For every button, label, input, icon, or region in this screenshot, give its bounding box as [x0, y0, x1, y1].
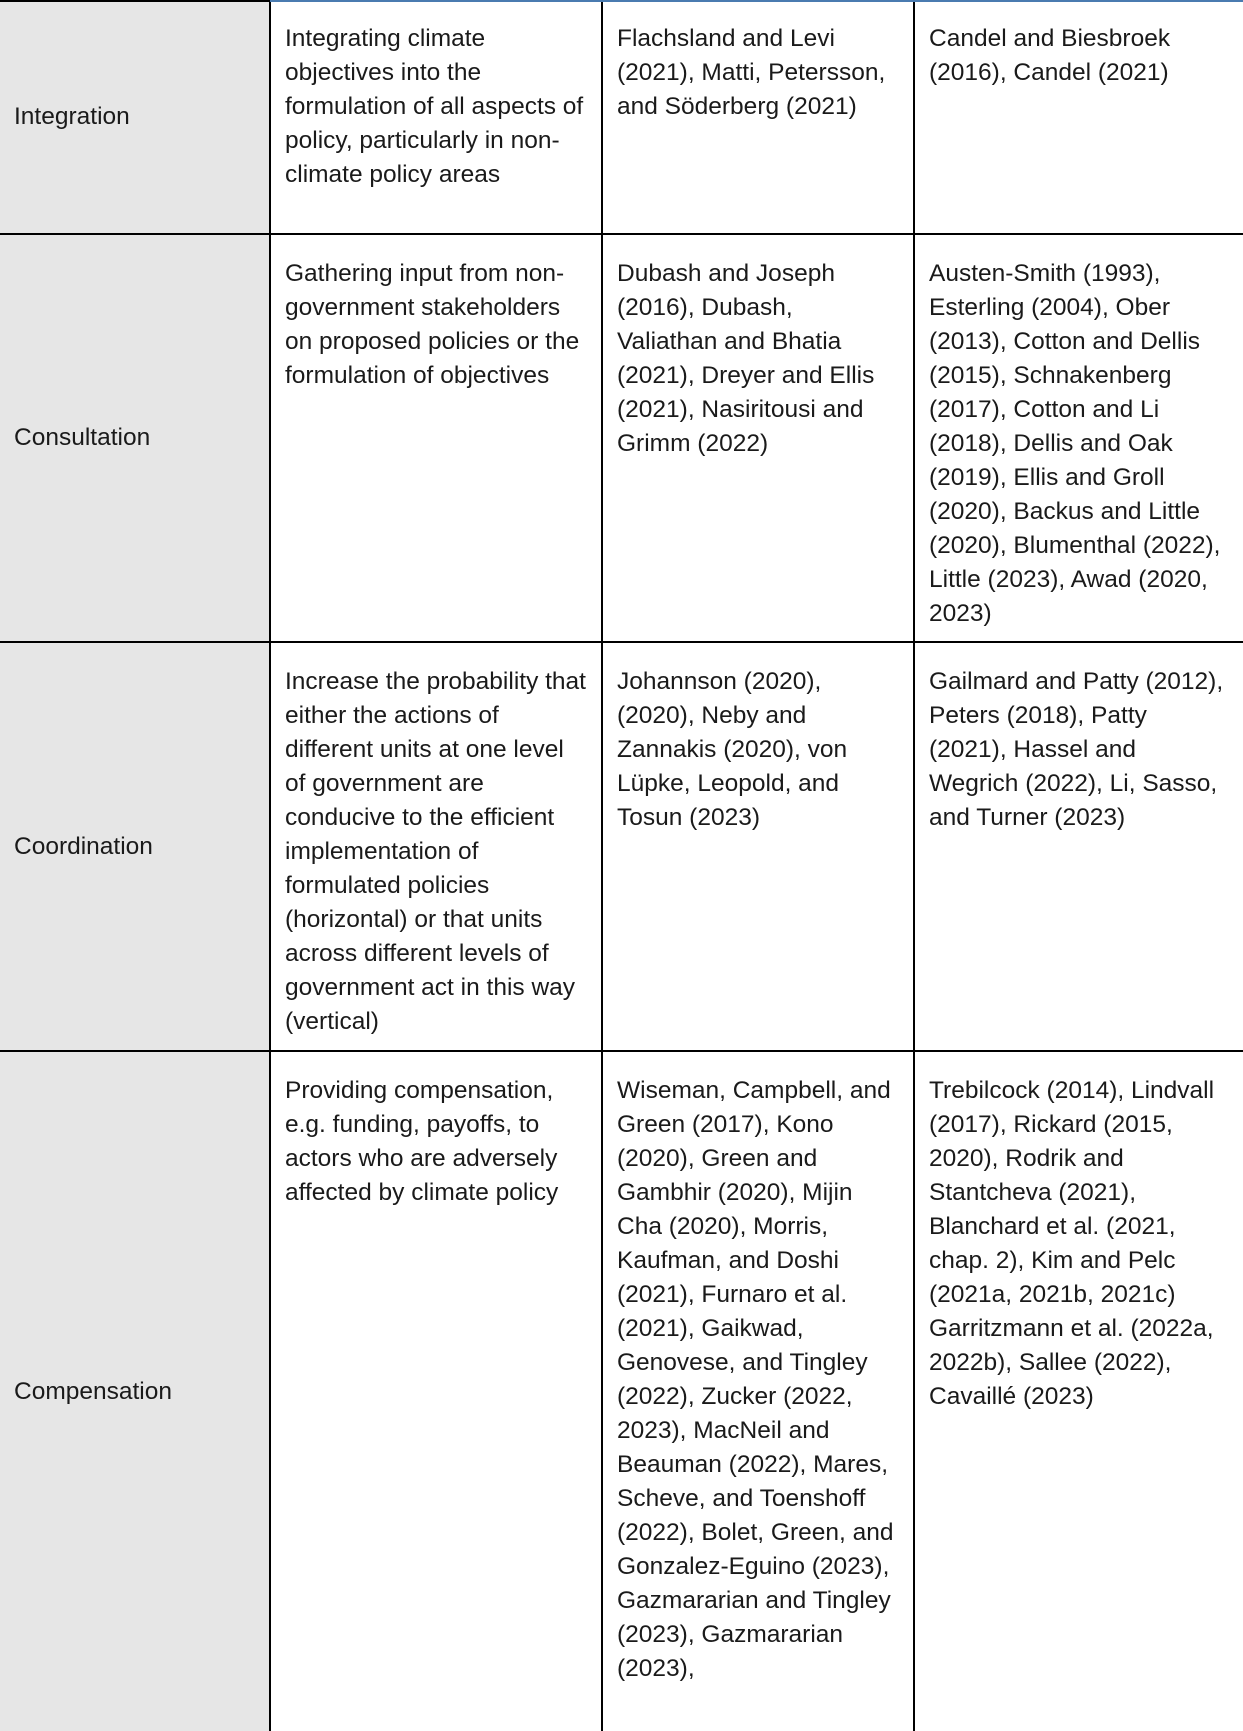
other-literature-text: Gailmard and Patty (2012), Peters (2018), Patty (2021), Hassel and Wegrich (2022), Li, Sasso, and Turner (2023) — [929, 668, 1224, 831]
mechanism-label: Compensation — [14, 1377, 172, 1405]
mechanism-label: Coordination — [14, 832, 153, 860]
definition-cell — [270, 642, 602, 1051]
other-literature-text: Candel and Biesbroek (2016), Candel (2021) — [929, 25, 1171, 86]
climate-literature-cell — [602, 0, 914, 234]
definition-cell — [270, 234, 602, 642]
climate-literature-text: Flachsland and Levi (2021), Matti, Petersson, and Söderberg (2021) — [617, 25, 886, 120]
table-top-border — [0, 0, 270, 2]
definition-text: Integrating climate objectives into the formulation of all aspects of policy, particularly in non-climate policy areas — [285, 25, 584, 188]
table-row — [0, 0, 1243, 234]
climate-literature-cell — [602, 1051, 914, 1731]
mechanism-cell — [0, 1051, 270, 1731]
mechanism-label: Consultation — [14, 424, 151, 451]
climate-literature-text: Johannson (2020), (2020), Neby and Zannakis (2020), von Lüpke, Leopold, and Tosun (2023) — [617, 668, 848, 831]
definition-text: Providing compensation, e.g. funding, payoffs, to actors who are adversely affected by climate policy — [285, 1077, 559, 1206]
other-literature-cell — [914, 234, 1243, 642]
table-row — [0, 1051, 1243, 1731]
other-literature-cell — [914, 0, 1243, 234]
definition-text: Increase the probability that either the actions of different units at one level of government are conducive to the efficient implementation of formulated policies (horizontal) or that units across different levels of government act in this way (vertical) — [285, 668, 586, 1035]
other-literature-text: Austen-Smith (1993), Esterling (2004), Ober (2013), Cotton and Dellis (2015), Schnakenberg (2017), Cotton and Li (2018), Dellis and Oak (2019), Ellis and Groll (2020), Backus and Little (2020), Blumenthal (2022), Little (2023), Awad (2020, 2023) — [929, 260, 1221, 627]
table-top-accent-border — [270, 0, 1243, 2]
mechanism-label: Integration — [14, 102, 130, 130]
mechanism-cell — [0, 0, 270, 234]
table-row — [0, 234, 1243, 642]
definition-text: Gathering input from non-government stakeholders on proposed policies or the formulation of objectives — [285, 260, 580, 389]
climate-literature-text: Dubash and Joseph (2016), Dubash, Valiathan and Bhatia (2021), Dreyer and Ellis (2021), Nasiritousi and Grimm (2022) — [617, 260, 875, 457]
other-literature-cell — [914, 642, 1243, 1051]
climate-literature-cell — [602, 234, 914, 642]
other-literature-cell — [914, 1051, 1243, 1731]
mechanism-cell — [0, 642, 270, 1051]
climate-literature-text: Wiseman, Campbell, and Green (2017), Kono (2020), Green and Gambhir (2020), Mijin Cha (2020), Morris, Kaufman, and Doshi (2021), Furnaro et al. (2021), Gaikwad, Genovese, and Tingley (2022), Zucker (2022, 2023), MacNeil and Beauman (2022), Mares, Scheve, and Toenshoff (2022), Bolet, Green, and Gonzalez-Eguino (2023), Gazmararian and Tingley (2023), Gazmararian (2023), — [617, 1077, 894, 1682]
definition-cell — [270, 0, 602, 234]
table-row — [0, 642, 1243, 1051]
mechanism-cell — [0, 234, 270, 642]
other-literature-text: Trebilcock (2014), Lindvall (2017), Rickard (2015, 2020), Rodrik and Stantcheva (2021), Blanchard et al. (2021, chap. 2), Kim and Pelc (2021a, 2021b, 2021c) Garritzmann et al. (2022a, 2022b), Sallee (2022), Cavaillé (2023) — [929, 1077, 1215, 1410]
climate-literature-cell — [602, 642, 914, 1051]
definition-cell — [270, 1051, 602, 1731]
